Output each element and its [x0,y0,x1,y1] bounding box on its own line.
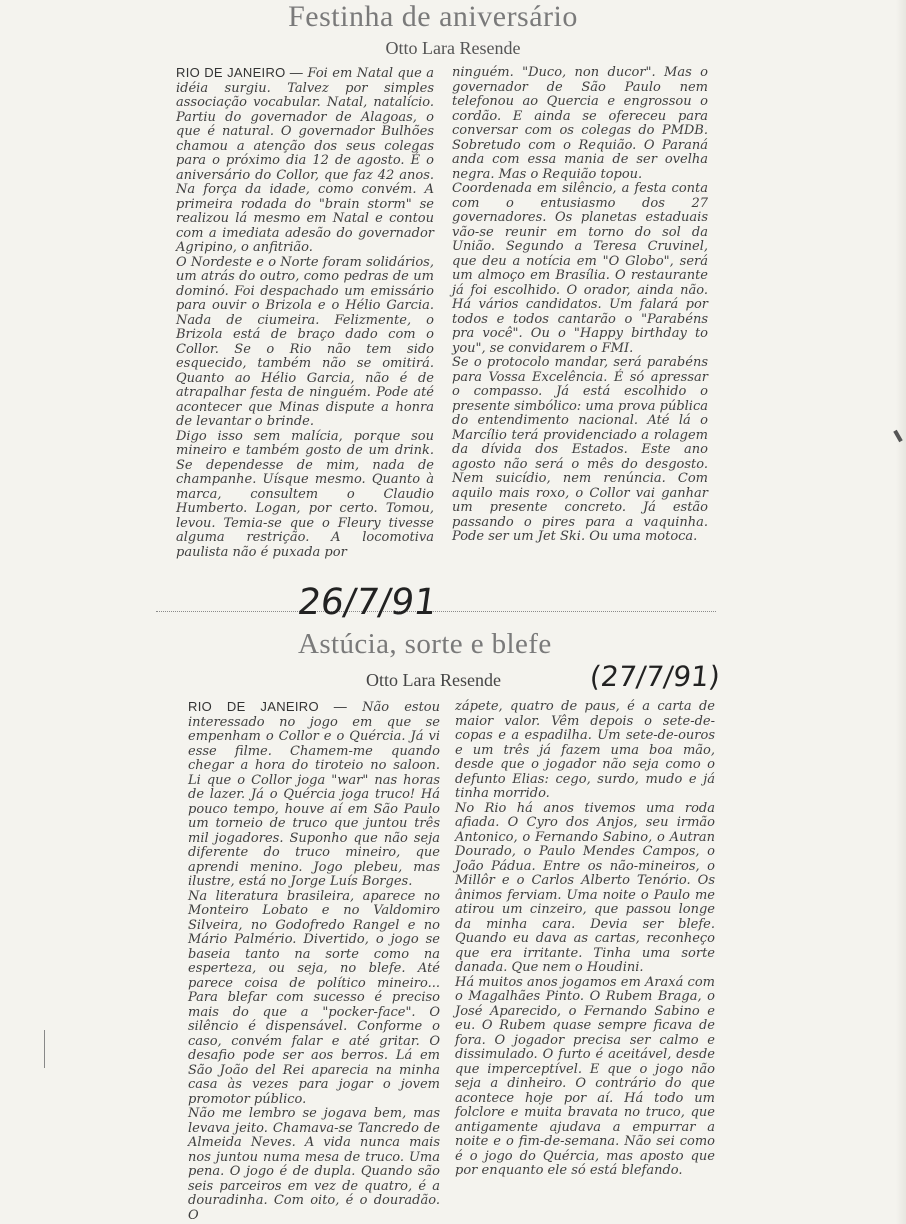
article1-dateline: RIO DE JANEIRO — [176,65,304,80]
article2-title: Astúcia, sorte e blefe [298,628,552,660]
handwritten-date-2: (27/7/91) [588,660,722,693]
pen-line-mark [44,1030,45,1068]
handwritten-date-1: 26/7/91 [295,582,440,623]
article-divider [156,611,716,612]
article2-column-2 [455,700,715,1179]
article1-title: Festinha de aniversário [288,0,578,33]
article1-column-2 [452,66,708,545]
article1-column-1 [176,66,434,560]
article2-column-1 [188,700,440,1223]
article2-byline: Otto Lara Resende [366,670,501,690]
paper-edge [896,0,906,1224]
article1-col1-text: Foi em Natal que a idéia surgiu. Talvez por simples associação vocabular. Natal, natalício. Partiu do governador de Alagoas, o que é natural. O governador Bulhões chamou a atenção dos seus colegas para o próximo dia 12 de agosto. É o aniversário do Collor, que faz 42 anos. Na força da idade, como convém. A primeira rodada do "brain storm" se realizou lá mesmo em Natal e contou com a imediata adesão do governador Agripino, o anfitrião. O Nordeste e o Norte foram solidários, um atrás do outro, como pedras de um dominó. Foi despachado um emissário para ouvir o Brizola e o Hélio Garcia. Nada de ciumeira. Felizmente, o Brizola está de braço dado com o Collor. Se o Rio não tem sido esquecido, também não se omitirá. Quanto ao Hélio Garcia, não é de atrapalhar festa de ninguém. Pode até acontecer que Minas dispute a honra de levantar o brinde. Digo isso sem malícia, porque sou mineiro e também gosto de um drink. Se dependesse de mim, nada de champanhe. Uísque mesmo. Quanto à marca, consultem o Claudio Humberto. Logan, por certo. Tomou, levou. Temia-se que o Fleury tivesse alguma restrição. A locomotiva paulista não é puxada por [176,66,434,560]
article2-col1-text: Não estou interessado no jogo em que se empenham o Collor e o Quércia. Já vi esse filme. Chamem-me quando chegar a hora do tiroteio no saloon. Li que o Collor joga "war" nas horas de lazer. Já o Quércia joga truco! Há pouco tempo, houve aí em São Paulo um torneio de truco que juntou três mil jogadores. Suponho que não seja diferente do truco mineiro, que aprendi menino. Jogo plebeu, mas ilustre, está no Jorge Luís Borges. Na literatura brasileira, aparece no Monteiro Lobato e no Valdomiro Silveira, no Godofredo Rangel e no Mário Palmério. Divertido, o jogo se baseia tanto na sorte como na esperteza, ou seja, no blefe. Até parece coisa de político mineiro... Para blefar com sucesso é preciso mais do que a "pocker-face". O silêncio é dispensável. Conforme o caso, convém falar e até gritar. O desafio pode ser aos berros. Lá em São João del Rei aparecia na minha casa às vezes para jogar o jovem promotor público. Não me lembro se jogava bem, mas levava jeito. Chamava-se Tancredo de Almeida Neves. A vida nunca mais nos juntou numa mesa de truco. Uma pena. O jogo é de dupla. Quando são seis parceiros em vez de quatro, é a douradinha. Com oito, é o douradão. O [188,700,440,1223]
article1-byline: Otto Lara Resende [385,38,521,58]
article2-dateline: RIO DE JANEIRO — [188,699,348,714]
article1-col2-text: ninguém. "Duco, non ducor". Mas o governador de São Paulo nem telefonou ao Quercia e engrossou o cordão. E ainda se ofereceu para conversar com os colegas do PMDB. Sobretudo com o Requião. O Paraná anda com essa mania de ser ovelha negra. Mas o Requião topou. Coordenada em silêncio, a festa conta com o entusiasmo dos 27 governadores. Os planetas estaduais vão-se reunir em torno do sol da União. Segundo a Teresa Cruvinel, que deu a notícia em "O Globo", será um almoço em Brasília. O restaurante já foi escolhido. O orador, ainda não. Há vários candidatos. Um falará por todos e todos cantarão o "Parabéns pra você". Ou o "Happy birthday to you", se convidarem o FMI. Se o protocolo mandar, será parabéns para Vossa Excelência. É só apressar o compasso. Já está escolhido o presente simbólico: uma prova pública do entendimento nacional. Até lá o Marcílio terá providenciado a rolagem da dívida dos Estados. Este ano agosto não será o mês do desgosto. Nem suicídio, nem renúncia. Com aquilo mais roxo, o Collor vai ganhar um presente concreto. Já estão passando o pires para a vaquinha. Pode ser um Jet Ski. Ou uma motoca. [452,65,708,544]
article2-col2-text: zápete, quatro de paus, é a carta de maior valor. Vêm depois o sete-de-copas e a espadilha. Um sete-de-ouros e um três já fazem uma boa mão, desde que o jogador não seja como o defunto Elias: cego, surdo, mudo e já tinha morrido. No Rio há anos tivemos uma roda afiada. O Cyro dos Anjos, seu irmão Antonico, o Fernando Sabino, o Autran Dourado, o Paulo Mendes Campos, o João Pádua. Entre os não-mineiros, o Millôr e o Carlos Alberto Tenório. Os ânimos ferviam. Uma noite o Paulo me atirou um cinzeiro, que passou longe da minha cara. Devia ser blefe. Quando eu dava as cartas, reconheço que era irritante. Tinha uma sorte danada. Que nem o Houdini. Há muitos anos jogamos em Araxá com o Magalhães Pinto. O Rubem Braga, o José Aparecido, o Fernando Sabino e eu. O Rubem quase sempre ficava de fora. O jogador precisa ser calmo e dissimulado. O furto é aceitável, desde que imperceptível. E que o jogo não seja a dinheiro. O contrário do que acontece hoje por aí. Há todo um folclore e muita bravata no truco, que antigamente ajudava a empurrar a noite e o fim-de-semana. Não sei como é o jogo do Quércia, mas aposto que por enquanto ele só está blefando. [455,699,715,1178]
